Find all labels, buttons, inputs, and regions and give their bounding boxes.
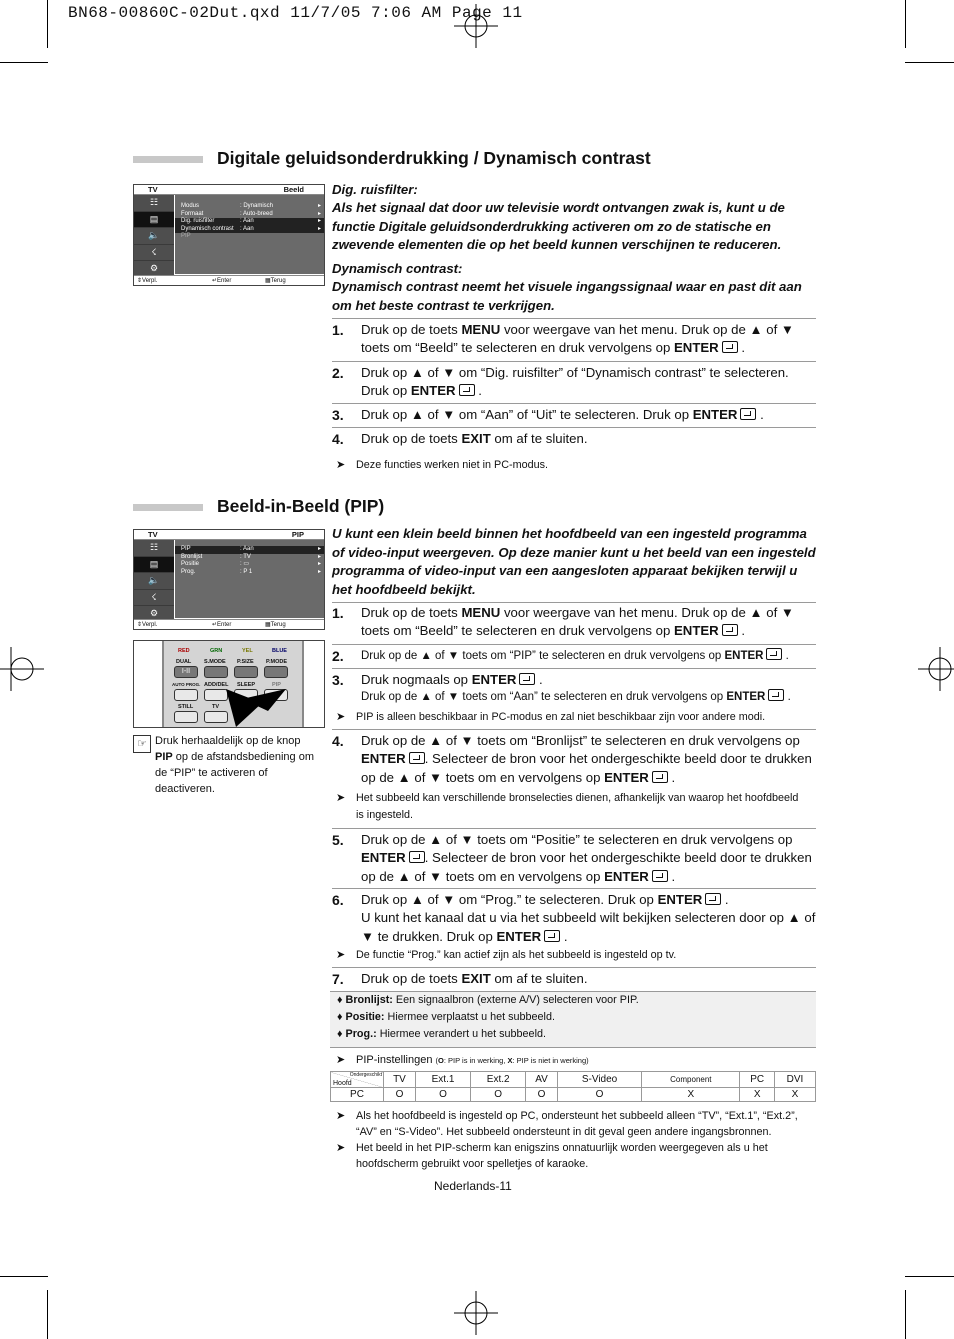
step-number: 2. [332,648,344,664]
crop-mark [905,0,906,48]
divider [332,888,816,889]
enter-icon [459,384,475,396]
crop-mark [47,0,48,48]
registration-mark-icon [0,647,44,691]
intro-paragraph-2: Dynamisch contrast neemt het visuele ingangssignaal waar en past dit aan om het beste contrast te verkrijgen. [332,279,802,313]
remote-label: P.MODE [266,659,287,665]
remote-label: BLUE [272,648,287,654]
table-header-cell: S-Video [557,1072,641,1088]
remote-label: RED [178,648,190,654]
enter-icon [544,930,560,942]
remote-label: GRN [210,648,223,654]
bullet-item: ♦ Prog.: Hiermee verandert u het subbeeld. [337,1028,546,1040]
enter-icon [722,341,738,353]
divider [332,729,816,730]
step-3: 3. Druk nogmaals op ENTER . Druk op de ▲ of ▼ toets om “Aan” te selecteren en druk vervolgens op ENTER . [332,672,791,704]
sound-icon: 🔈 [134,228,174,245]
step-number: 4. [332,431,344,447]
picture-icon: ▤ [134,557,174,574]
divider [332,318,816,319]
arrow-note-icon: ➤ [336,711,346,723]
still-button [174,711,198,723]
step-1: 1. Druk op de toets MENU voor weergave van het menu. Druk op de ▲ of ▼ toets om “Beeld” te selecteren en druk vervolgens op ENTER . [332,605,794,639]
arrow-note-icon: ➤ [336,1110,346,1122]
enter-icon [519,673,535,685]
antenna-icon: ☷ [134,540,174,557]
menu-row-label: Bronlijst [181,553,203,560]
menu-row-value: : Aan [240,218,254,224]
menu-row-label: Modus [181,203,200,209]
arrow-note-icon: ➤ [336,459,346,471]
step-1: 1. Druk op de toets MENU voor weergave van het menu. Druk op de ▲ of ▼ toets om “Beeld” te selecteren en druk vervolgens op ENTER . [332,322,794,356]
intro-paragraph-1: Als het signaal dat door uw televisie wordt ontvangen zwak is, kunt u de functie Digitale geluidsonderdrukking activeren om zo de statische en zwevende elementen die op het beeld kunnen verschijnen te reduceren. [332,200,785,252]
remote-label: TV [212,704,220,710]
step-number: 1. [332,322,344,338]
menu-row-label: Positie [181,561,200,567]
table-cell: X [774,1088,815,1102]
remote-label: STILL [178,704,194,710]
menu-row-value: : Aan [240,225,254,232]
enter-icon [740,408,756,420]
table-header-cell: Ext.1 [415,1072,470,1088]
step-5: 5. Druk op de ▲ of ▼ toets om “Positie” te selecteren en druk vervolgens op ENTER . Selecteer de bron voor het ondergeschikte beeld door te drukken op de ▲ of ▼ toets om en vervolgens op ENTER . [332,832,812,884]
smode-button [204,666,228,678]
crop-mark [905,1290,906,1339]
menu-foot-move: ⇕ Verpl. [137,278,158,284]
note: ➤ Het beeld in het PIP-scherm kan enigszins onnatuurlijk worden weergegeven als u het hoofdscherm gebruikt voor spelletjes of karaoke. [336,1142,768,1170]
arrow-note-icon: ➤ [336,1142,346,1154]
divider [332,828,816,829]
pip-options-box [330,991,816,1048]
table-cell: O [415,1088,470,1102]
enter-icon [652,870,668,882]
menu-title: PIP [291,530,304,539]
note: ➤ Het subbeeld kan verschillende bronselecties dienen, afhankelijk van waarop het hoofdbeeld is ingesteld. [336,792,799,821]
channel-icon: ☇ [134,590,174,607]
arrow-note-icon: ➤ [336,792,346,804]
table-corner-cell: Ondergeschikt Hoofd [331,1072,384,1088]
psize-button [234,666,258,678]
menu-row-value: : P 1 [240,568,253,575]
arrow-note-icon: ➤ [336,1054,346,1066]
menu-foot-back: ▦ Terug [265,622,286,628]
remote-label: SLEEP [237,682,256,688]
menu-sidebar [134,540,174,623]
setup-icon: ⚙ [134,606,174,623]
section-bar [133,156,203,163]
menu-tv-label: TV [148,530,158,539]
step-number: 7. [332,971,344,987]
registration-mark-icon [454,1291,498,1335]
hand-pointer-icon [222,685,302,727]
note: ➤ PIP is alleen beschikbaar in PC-modus en zal niet beschikbaar zijn voor andere modi. [336,709,806,726]
note: ➤ De functie “Prog.” kan actief zijn als het subbeeld is ingesteld op tv. [336,947,806,964]
table-row [331,1088,816,1102]
remote-control-illustration [133,640,325,728]
step-3: 3. Druk op ▲ of ▼ om “Aan” of “Uit” te selecteren. Druk op ENTER . [332,407,764,423]
menu-main: Modus : Dynamisch ▸ Formaat : Auto-breed ▸ Dig. ruisfilter : Aan ▸ Dynamisch contrast : Aan ▸ PIP [175,195,324,274]
step-7: 7. Druk op de toets EXIT om af te sluiten. [332,971,588,987]
menu-main: PIP : Aan ▸ Bronlijst : TV ▸ Positie : ▭ ▸ Prog. : P 1 ▸ [175,540,324,618]
menu-row-label: PIP [181,233,191,239]
menu-row-label: PIP [181,546,191,552]
table-cell: O [471,1088,526,1102]
channel-icon: ☇ [134,245,174,262]
step-number: 4. [332,733,344,749]
enter-icon [409,752,425,764]
remote-label: ADD/DEL [204,682,229,688]
table-header-cell: Ext.2 [471,1072,526,1088]
step-6: 6. Druk op ▲ of ▼ om “Prog.” te selecteren. Druk op ENTER . U kunt het kanaal dat u via het subbeeld wilt bekijken selecteren door op ▲ of ▼ te drukken. Druk op ENTER . [332,892,816,944]
menu-row-value: : Auto-breed [240,210,273,217]
tv-menu-screenshot [133,184,325,286]
remote-label: S.MODE [204,659,226,665]
table-header-row [331,1072,816,1088]
menu-row-value: : TV [240,553,251,560]
arrow-note-icon: ➤ [336,949,346,961]
remote-label: YEL [242,648,253,654]
menu-foot-back: ▦ Terug [265,278,286,284]
remote-label: P.SIZE [237,659,254,665]
divider [332,668,816,669]
menu-row-label: Prog. [181,568,196,575]
crop-mark [47,1290,48,1339]
enter-icon [766,648,782,660]
menu-row-value: : ▭ [240,561,250,567]
crop-mark [905,62,954,63]
step-number: 3. [332,407,344,423]
sound-icon: 🔈 [134,573,174,590]
section-title: Digitale geluidsonderdrukking / Dynamisch contrast [217,148,651,168]
bullet-item: ♦ Positie: Hiermee verplaatst u het subbeeld. [337,1011,555,1023]
table-header-cell: TV [384,1072,416,1088]
setup-icon: ⚙ [134,261,174,278]
note: ➤ Deze functies werken niet in PC-modus. [336,457,806,474]
divider [332,427,816,428]
dual-button: I-II [174,666,198,678]
table-header-cell: Component [642,1072,740,1088]
step-number: 2. [332,365,344,381]
table-header-cell: DVI [774,1072,815,1088]
pmode-button [264,666,288,678]
menu-row-label: Dynamisch contrast [181,225,234,232]
tv-menu-screenshot [133,529,325,630]
menu-sidebar [134,195,174,278]
picture-icon: ▤ [134,212,174,229]
menu-foot-enter: ↵ Enter [212,278,232,284]
step-number: 3. [332,672,344,688]
remote-hand-icon: ☞ [133,735,151,753]
enter-icon [705,893,721,905]
table-cell: O [557,1088,641,1102]
step-4: 4. Druk op de toets EXIT om af te sluiten. [332,431,588,447]
enter-icon [652,771,668,783]
note: ➤ Als het hoofdbeeld is ingesteld op PC, ondersteunt het subbeeld alleen “TV”, “Ext.1”, “Ext.2”, “AV” en “S-Video”. Het subbeeld ondersteunt in dit geval geen andere ingangsbronnen. [336,1110,798,1138]
intro-heading-1: Dig. ruisfilter: [332,182,418,197]
step-2: 2. Druk op ▲ of ▼ om “Dig. ruisfilter” of “Dynamisch contrast” te selecteren. Druk op ENTER . [332,365,789,399]
crop-mark [0,62,48,63]
divider [332,403,816,404]
side-note: Druk herhaaldelijk op de knop PIP op de afstandsbediening om de “PIP” te activeren of deactiveren. [155,735,315,795]
table-row-label: PC [331,1088,384,1102]
section-bar [133,504,203,511]
menu-title: Beeld [283,185,304,194]
pip-settings-caption: ➤ PIP-instellingen (O: PIP is in werking, X: PIP is niet in werking) [336,1052,806,1069]
intro-heading-2: Dynamisch contrast: [332,261,463,276]
remote-label: AUTO PROG. [172,682,201,687]
print-header: BN68-00860C-02Dut.qxd 11/7/05 7:06 AM Page 11 [68,4,523,22]
step-2: 2. Druk op de ▲ of ▼ toets om “PIP” te selecteren en druk vervolgens op ENTER . [332,648,789,664]
table-cell: X [642,1088,740,1102]
menu-row-value: : Aan [240,546,254,552]
registration-mark-icon [454,4,498,48]
table-cell: O [384,1088,416,1102]
divider [332,967,816,968]
table-header-cell: AV [526,1072,558,1088]
table-cell: O [526,1088,558,1102]
registration-mark-icon [918,647,954,691]
bullet-item: ♦ Bronlijst: Een signaalbron (externe A/V) selecteren voor PIP. [337,994,639,1006]
menu-foot-enter: ↵ Enter [212,622,232,628]
antenna-icon: ☷ [134,195,174,212]
divider [332,602,816,603]
section-title: Beeld-in-Beeld (PIP) [217,496,385,516]
menu-tv-label: TV [148,185,158,194]
crop-mark [0,1276,48,1277]
step-number: 1. [332,605,344,621]
remote-label: DUAL [176,659,192,665]
pip-settings-table [330,1071,816,1102]
crop-mark [905,1276,954,1277]
divider [332,361,816,362]
remote-label: PIP [272,682,281,688]
menu-row-label: Formaat [181,210,204,217]
table-header-cell: PC [740,1072,775,1088]
enter-icon [768,689,784,701]
step-number: 5. [332,832,344,848]
table-cell: X [740,1088,775,1102]
menu-row-label: Dig. ruisfilter [181,218,215,224]
page-footer: Nederlands-11 [434,1179,512,1193]
divider [332,644,816,645]
autoprog-button [174,689,198,701]
enter-icon [409,851,425,863]
menu-row-value: : Dynamisch [240,203,274,209]
step-number: 6. [332,892,344,908]
pip-intro: U kunt een klein beeld binnen het hoofdbeeld van een ingesteld programma of video-input weergeven. Op deze manier kunt u het beeld van een ingesteld programma of video-input van een aangesloten apparaat bekijken terwijl u het hoofdbeeld bekijkt. [332,526,816,597]
step-4: 4. Druk op de ▲ of ▼ toets om “Bronlijst” te selecteren en druk vervolgens op ENTER . Selecteer de bron voor het ondergeschikte beeld door te drukken op de ▲ of ▼ toets om en vervolgens op ENTER . [332,733,812,785]
enter-icon [722,624,738,636]
menu-foot-move: ⇕ Verpl. [137,622,158,628]
